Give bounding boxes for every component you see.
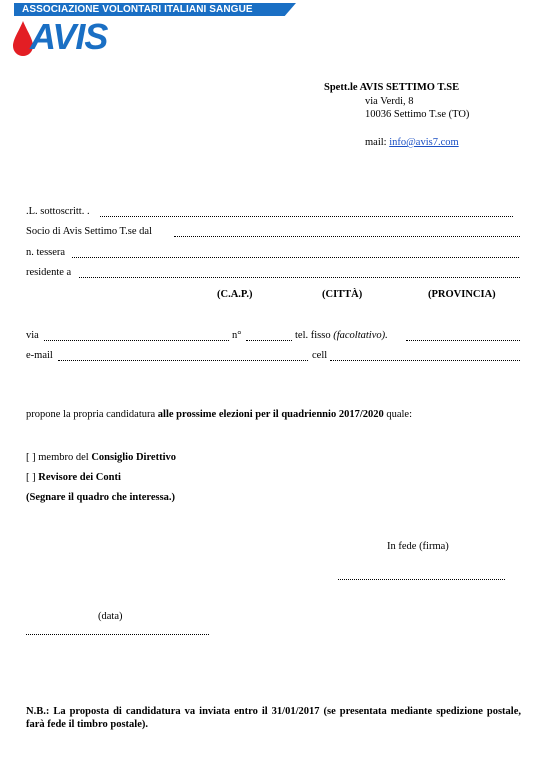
residente-label: residente a [26,267,72,278]
candidatura-bold: alle prossime elezioni per il quadriennio 2017/2020 [157,409,384,420]
recipient-mail [365,137,459,148]
socio-label: Socio di Avis Settimo T.se dal [26,226,152,237]
candidatura-tail: quale: [386,409,413,420]
facoltativo-text: (facoltativo). [333,330,388,341]
option-consiglio-prefix: membro del [38,452,89,463]
recipient-name: Spett.le AVIS SETTIMO T.SE [324,82,460,93]
tel-text: tel. fisso [295,330,331,341]
candidatura-text [26,409,412,420]
tessera-line[interactable] [72,257,519,258]
cell-line[interactable] [330,360,520,361]
via-label: via [26,330,39,341]
association-name: ASSOCIAZIONE VOLONTARI ITALIANI SANGUE [22,4,253,15]
option-checkbox[interactable]: [ ] [26,452,36,463]
residente-line[interactable] [79,277,520,278]
option-consiglio-label: Consiglio Direttivo [91,452,177,463]
firma-line[interactable] [338,579,505,580]
sottoscritto-line[interactable] [100,216,513,217]
data-line[interactable] [26,634,209,635]
avis-logo: AVIS [30,16,108,57]
segnare-note: (Segnare il quadro che interessa.) [26,492,176,503]
candidatura-lead: propone la propria candidatura [26,409,156,420]
recipient-city: 10036 Settimo T.se (TO) [365,109,470,120]
firma-label: In fede (firma) [387,541,449,552]
email-label: e-mail [26,350,53,361]
option-checkbox[interactable]: [ ] [26,472,36,483]
option-consiglio[interactable] [26,452,176,463]
via-line[interactable] [44,340,229,341]
citta-label: (CITTÀ) [322,289,363,300]
mail-label: mail: [365,137,387,148]
numero-line[interactable] [246,340,292,341]
cell-label: cell [312,350,328,361]
option-revisore[interactable] [26,472,121,483]
nb-note: N.B.: La proposta di candidatura va inviata entro il 31/01/2017 (se presentata mediante spedizione postale, farà fede il timbro postale). [26,706,521,730]
cap-label: (C.A.P.) [217,289,253,300]
tel-label [295,330,388,341]
tel-line[interactable] [406,340,520,341]
socio-line[interactable] [174,236,520,237]
data-label: (data) [98,611,123,622]
email-line[interactable] [58,360,308,361]
recipient-street: via Verdi, 8 [365,96,414,107]
sottoscritto-label: .L. sottoscritt. . [26,206,90,217]
provincia-label: (PROVINCIA) [428,289,496,300]
option-revisore-label: Revisore dei Conti [38,472,121,483]
numero-label: n° [232,330,242,341]
tessera-label: n. tessera [26,247,66,258]
mail-link[interactable]: info@avis7.com [389,137,459,148]
